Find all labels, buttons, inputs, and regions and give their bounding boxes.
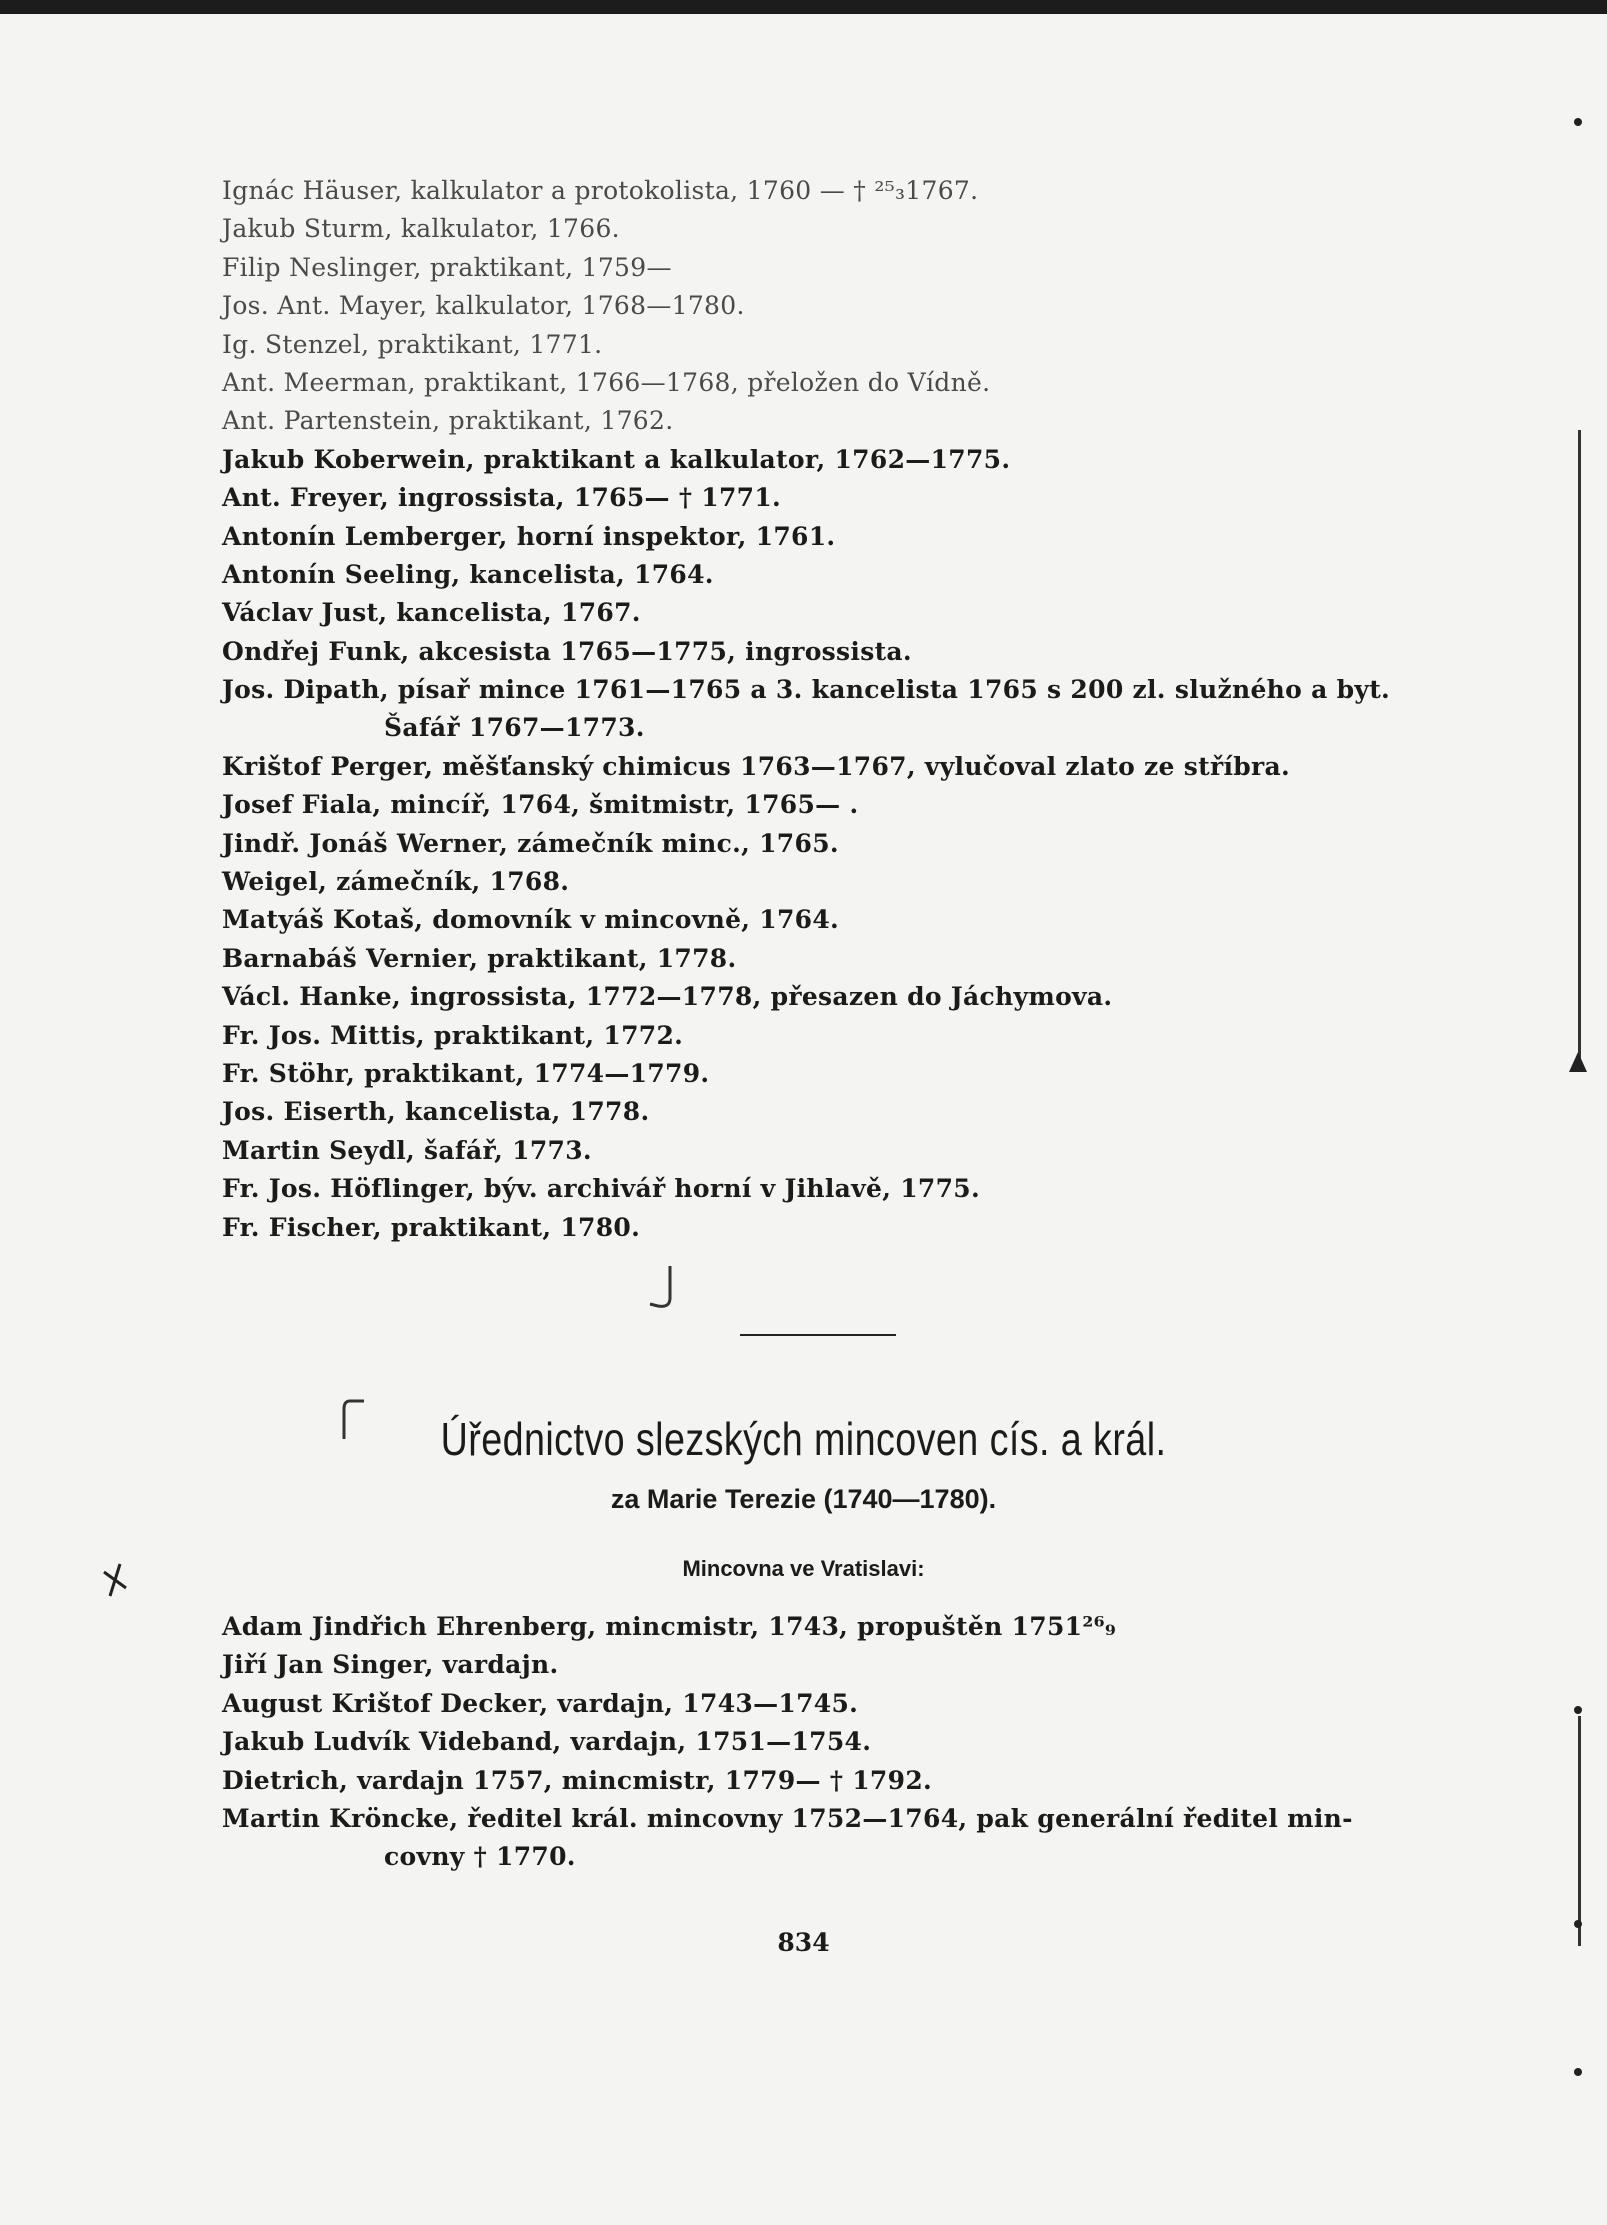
section-divider [740, 1334, 896, 1336]
page-subheading: za Marie Terezie (1740—1780). [610, 1484, 997, 1514]
list-item: Josef Fiala, mincíř, 1764, šmitmistr, 1765— . [222, 790, 859, 820]
list-item: Ignác Häuser, kalkulator a protokolista, 1760 — † ²⁵₃1767. [222, 176, 979, 205]
list-item: Jakub Sturm, kalkulator, 1766. [222, 214, 620, 244]
list-item: Ondřej Funk, akcesista 1765—1775, ingrossista. [222, 636, 912, 666]
list-item: Jindř. Jonáš Werner, zámečník minc., 1765. [222, 828, 839, 858]
bracket-mark-icon [338, 1395, 368, 1445]
list-item: Barnabáš Vernier, praktikant, 1778. [222, 943, 737, 973]
list-item: Dietrich, vardajn 1757, mincmistr, 1779— † 1792. [222, 1765, 933, 1795]
list-item: Jos. Ant. Mayer, kalkulator, 1768—1780. [222, 291, 745, 321]
list-item: Ant. Meerman, praktikant, 1766—1768, přeložen do Vídně. [222, 367, 991, 397]
page-number: 834 [777, 1928, 830, 1957]
officials-list-top [222, 172, 1452, 1247]
bracket-mark-icon [640, 1262, 680, 1312]
list-item: Ant. Freyer, ingrossista, 1765— † 1771. [222, 483, 782, 513]
margin-dot-icon [1574, 118, 1582, 126]
list-item: Ig. Stenzel, praktikant, 1771. [222, 329, 603, 359]
page-heading: Úřednictvo slezských mincoven cís. a král. [440, 1413, 1167, 1465]
list-item: Antonín Seeling, kancelista, 1764. [222, 559, 714, 589]
list-item: Václ. Hanke, ingrossista, 1772—1778, přesazen do Jáchymova. [222, 982, 1113, 1012]
list-item: Ant. Partenstein, praktikant, 1762. [222, 406, 674, 436]
margin-line-icon [1578, 1716, 1581, 1946]
list-item: Fr. Stöhr, praktikant, 1774—1779. [222, 1058, 710, 1088]
list-item: Jos. Dipath, písař mince 1761—1765 a 3. kancelista 1765 s 200 zl. služného a byt. [222, 675, 1391, 705]
list-item: Jakub Ludvík Videband, vardajn, 1751—1754. [222, 1727, 872, 1757]
list-item: Matyáš Kotaš, domovník v mincovně, 1764. [222, 905, 840, 935]
list-item: Jos. Eiserth, kancelista, 1778. [222, 1097, 650, 1127]
list-item: Jiří Jan Singer, vardajn. [222, 1650, 559, 1680]
officials-list-bottom [222, 1608, 1452, 1877]
list-item: Fr. Jos. Höflinger, býv. archivář horní v Jihlavě, 1775. [222, 1174, 980, 1204]
arrow-mark-icon [1565, 1050, 1591, 1078]
list-item-continuation: covny † 1770. [384, 1842, 576, 1872]
list-item: Jakub Koberwein, praktikant a kalkulator, 1762—1775. [222, 444, 1011, 474]
list-item: Filip Neslinger, praktikant, 1759— [222, 252, 672, 282]
margin-line-icon [1578, 430, 1581, 1070]
list-item: August Krištof Decker, vardajn, 1743—1745. [222, 1688, 859, 1718]
list-item: Adam Jindřich Ehrenberg, mincmistr, 1743, propuštěn 1751²⁶₉ [222, 1612, 1117, 1641]
cross-mark-icon [100, 1560, 130, 1600]
list-item: Krištof Perger, měšťanský chimicus 1763—1767, vylučoval zlato ze stříbra. [222, 751, 1290, 781]
list-item: Václav Just, kancelista, 1767. [222, 598, 641, 628]
margin-dot-icon [1574, 1706, 1582, 1714]
margin-dot-icon [1574, 2068, 1582, 2076]
list-item: Antonín Lemberger, horní inspektor, 1761. [222, 521, 836, 551]
margin-dot-icon [1574, 1920, 1582, 1928]
section-title: Mincovna ve Vratislavi: [682, 1556, 925, 1581]
list-item: Martin Kröncke, ředitel král. mincovny 1752—1764, pak generální ředitel min- [222, 1803, 1353, 1833]
list-item: Fr. Jos. Mittis, praktikant, 1772. [222, 1020, 684, 1050]
list-item-continuation: Šafář 1767—1773. [384, 713, 645, 743]
list-item: Weigel, zámečník, 1768. [222, 867, 570, 897]
scan-border [0, 0, 1607, 14]
list-item: Martin Seydl, šafář, 1773. [222, 1135, 592, 1165]
list-item: Fr. Fischer, praktikant, 1780. [222, 1212, 641, 1242]
